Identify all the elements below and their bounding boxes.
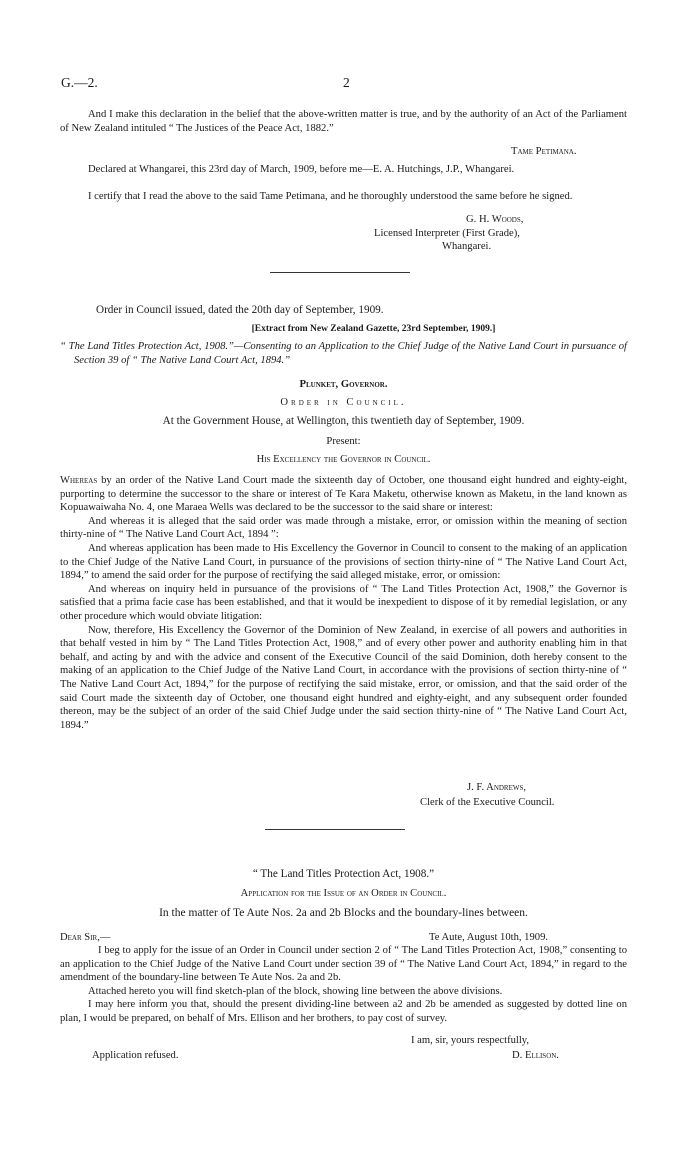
application-heading: Application for the Issue of an Order in Council. <box>240 888 447 899</box>
application-place-date: Te Aute, August 10th, 1909. <box>429 932 549 943</box>
declaration-text: And I make this declaration in the belief that the above-written matter is true, and by the authority of an Act of the Parliament of New Zealand intituled “ The Justices of the Peace Act, 1882.” <box>60 109 627 134</box>
recital-whereas-2: And whereas it is alleged that the said order was made through a mistake, error, or omission within the meaning of section thirty-nine of “ The Native Land Court Act, 1894 ”: <box>60 515 627 541</box>
clerk-title: Clerk of the Executive Council. <box>420 797 555 808</box>
interpreter-certificate-text: I certify that I read the above to the said Tame Petimana, and he thoroughly understood the same before he signed. <box>88 191 573 202</box>
document-reference: G.—2. <box>61 75 98 90</box>
declarant-signature: Tame Petimana. <box>511 146 577 157</box>
recital-whereas-1: Whereas by an order of the Native Land Court made the sixteenth day of October, one thousand eight hundred and eighty-eight, purporting to determine the successor to the share or interest of Te Kara Maketu, otherwise known as Maketu, in the land known as Kopuawaiwaha No. 4, one Maraea Wells was declared to be the successor to the said share or interest: <box>60 475 627 514</box>
order-operative-clause: Now, therefore, His Excellency the Governor of the Dominion of New Zealand, in exercise of all powers and authorities in that behalf vested in him by “ The Land Titles Protection Act, 1908,” and of every other power and authority enabling him in that behalf, and acting by and with the advice and consent of the Executive Council of the said Dominion, doth hereby consent to the making of an application to the Chief Judge of the Native Land Court, in accordance with the provisions of section thirty-nine of “ The Native Land Court Act, 1894,” for the purpose of rectifying the said mistake, error, or omission, and that the said order of the said Court made the sixteenth day of October, one thousand eight hundred and eighty-eight, and any subsequent order founded thereon, may be the subject of an order of the said Chief Judge under the said section thirty-nine of “ The Native Land Court Act, 1894.” <box>60 624 627 731</box>
gazette-extract-note: [Extract from New Zealand Gazette, 23rd September, 1909.] <box>251 324 496 334</box>
interpreter-place: Whangarei. <box>442 241 492 252</box>
applicant-signature: D. Ellison. <box>512 1050 559 1061</box>
application-survey-note: I may here inform you that, should the present dividing-line between a2 and 2b be amended as suggested by dotted line on plan, I would be prepared, on behalf of Mrs. Ellison and her brothers, to pay cost of survey. <box>60 999 627 1024</box>
recital-whereas-3: And whereas application has been made to His Excellency the Governor in Council to consent to the making of an application to the Chief Judge of the Native Land Court, in pursuance of the provisions of section thirty-nine of “ The Native Land Court Act, 1894,” to amend the said order for the purpose of rectifying the said alleged mistake, error, or omission: <box>60 542 627 582</box>
salutation: Dear Sir,— <box>60 932 111 943</box>
order-intro: Order in Council issued, dated the 20th day of September, 1909. <box>96 304 384 316</box>
order-place-date: At the Government House, at Wellington, this twentieth day of September, 1909. <box>162 415 525 427</box>
order-title: “ The Land Titles Protection Act, 1908.”—Consenting to an Application to the Chief Judge of the Native Land Court in pursuance of Section 39 of “ The Native Land Court Act, 1894.” <box>60 341 627 366</box>
declared-before-text: Declared at Whangarei, this 23rd day of March, 1909, before me—E. A. Hutchings, J.P., Whangarei. <box>88 164 515 175</box>
application-act-title: “ The Land Titles Protection Act, 1908.” <box>252 868 435 880</box>
interpreter-certificate-paragraph <box>60 190 627 204</box>
excellency-heading: His Excellency the Governor in Council. <box>256 454 431 465</box>
recital-whereas-4: And whereas on inquiry held in pursuance of the provisions of “ The Land Titles Protection Act, 1908,” the Governor is satisfied that a prima facie case has been established, and that it would be inexpedient to dispose of it by remedial legislation, or any other procedure which would obviate litigation: <box>60 583 627 622</box>
page-number: 2 <box>343 75 350 90</box>
declared-before-paragraph <box>60 163 627 177</box>
application-closing: I am, sir, yours respectfully, <box>411 1035 530 1046</box>
declaration-paragraph <box>60 108 627 135</box>
application-result: Application refused. <box>92 1050 179 1061</box>
section-divider <box>270 272 410 273</box>
application-body <box>60 944 627 1026</box>
clerk-name: J. F. Andrews, <box>467 782 527 793</box>
application-attachment-note: Attached hereto you will find sketch-plan of the block, showing line between the above divisions. <box>88 985 503 997</box>
order-heading: Order in Council. <box>280 397 407 408</box>
present-heading: Present: <box>326 436 361 447</box>
application-matter: In the matter of Te Aute Nos. 2a and 2b Blocks and the boundary-lines between. <box>159 907 528 919</box>
governor-signature: Plunket, Governor. <box>299 379 388 390</box>
whereas-lead: Whereas <box>60 475 98 486</box>
interpreter-title: Licensed Interpreter (First Grade), <box>374 228 520 239</box>
interpreter-name: G. H. Woods, <box>466 214 524 225</box>
application-request: I beg to apply for the issue of an Order in Council under section 2 of “ The Land Titles Protection Act, 1908,” consenting to an application to the Chief Judge of the Native Land Court under section 39 of “ The Native Land Court Act, 1894,” in regard to the amendment of the boundary-line between Te Aute Nos. 2a and 2b. <box>60 945 627 984</box>
section-divider-2 <box>265 829 405 830</box>
order-recitals <box>60 474 627 732</box>
